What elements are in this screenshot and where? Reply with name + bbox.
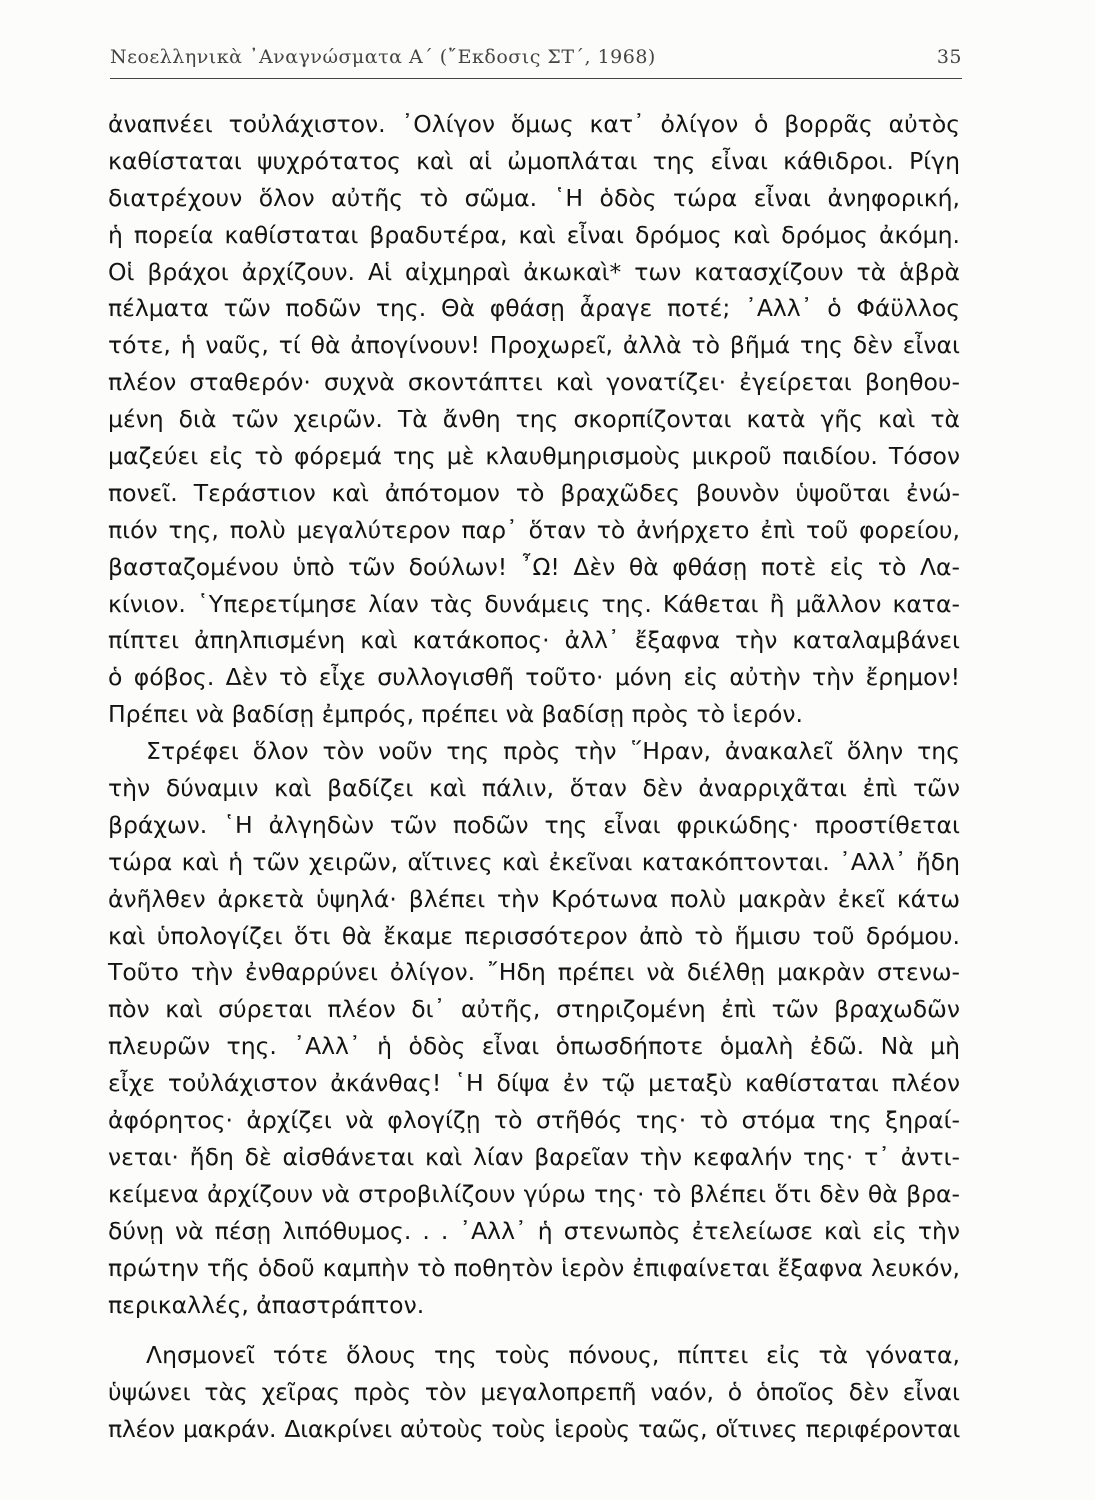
text-line: περικαλλές, ἀπαστράπτον.: [108, 1290, 425, 1319]
text-line: ὑψώνει τὰς χεῖρας πρὸς τὸν μεγαλοπρεπῆ ναόν, ὁ ὁποῖος δὲν εἶναι: [108, 1378, 960, 1407]
page-number: 35: [936, 46, 962, 68]
running-title: Νεοελληνικὰ ᾿Αναγνώσματα Α΄ (῎Εκδοσις ΣΤ΄, 1968): [110, 46, 656, 68]
text-line: τώρα καὶ ἡ τῶν χειρῶν, αἵτινες καὶ ἐκεῖναι κατακόπτονται. ᾿Αλλ᾿ ἤδη: [108, 847, 960, 876]
paragraph: [108, 106, 960, 733]
text-line: πρώτην τῆς ὁδοῦ καμπὴν τὸ ποθητὸν ἱερὸν ἐπιφαίνεται ἔξαφνα λευκόν,: [108, 1253, 960, 1282]
text-line: ἀνῆλθεν ἀρκετὰ ὑψηλά· βλέπει τὴν Κρότωνα πολὺ μακρὰν ἐκεῖ κάτω: [108, 884, 960, 913]
text-line: Στρέφει ὅλον τὸν νοῦν της πρὸς τὴν ῞Ηραν, ἀνακαλεῖ ὅλην της: [146, 737, 960, 766]
text-line: πλέον σταθερόν· συχνὰ σκοντάπτει καὶ γονατίζει· ἐγείρεται βοηθου-: [108, 368, 960, 397]
text-line: νεται· ἤδη δὲ αἰσθάνεται καὶ λίαν βαρεῖαν τὴν κεφαλήν της· τ᾿ ἀντι-: [108, 1142, 960, 1171]
text-line: μένη διὰ τῶν χειρῶν. Τὰ ἄνθη της σκορπίζονται κατὰ γῆς καὶ τὰ: [108, 405, 960, 434]
text-line: πὸν καὶ σύρεται πλέον δι᾿ αὐτῆς, στηριζομένη ἐπὶ τῶν βραχωδῶν: [108, 995, 960, 1024]
paragraph: [108, 1337, 960, 1448]
text-line: μαζεύει εἰς τὸ φόρεμά της μὲ κλαυθμηρισμοὺς μικροῦ παιδίου. Τόσον: [108, 442, 960, 471]
text-line: κίνιον. ῾Υπερετίμησε λίαν τὰς δυνάμεις της. Κάθεται ἢ μᾶλλον κατα-: [108, 589, 960, 618]
body-text: [108, 106, 960, 1448]
text-line: βράχων. ῾Η ἀλγηδὼν τῶν ποδῶν της εἶναι φρικώδης· προστίθεται: [108, 810, 960, 839]
text-line: πλευρῶν της. ᾿Αλλ᾿ ἡ ὁδὸς εἶναι ὁπωσδήποτε ὁμαλὴ ἐδῶ. Νὰ μὴ: [108, 1032, 960, 1061]
text-line: ἡ πορεία καθίσταται βραδυτέρα, καὶ εἶναι δρόμος καὶ δρόμος ἀκόμη.: [108, 220, 960, 249]
text-line: πέλματα τῶν ποδῶν της. Θὰ φθάσῃ ἆραγε ποτέ; ᾿Αλλ᾿ ὁ Φάϋλλος: [108, 294, 960, 323]
text-line: πλέον μακράν. Διακρίνει αὐτοὺς τοὺς ἱεροὺς ταῶς, οἵτινες περιφέρονται: [108, 1415, 960, 1444]
text-line: καθίσταται ψυχρότατος καὶ αἱ ὠμοπλάται της εἶναι κάθιδροι. Ρίγη: [108, 146, 960, 175]
text-line: ἀφόρητος· ἀρχίζει νὰ φλογίζῃ τὸ στῆθός της· τὸ στόμα της ξηραί-: [108, 1106, 960, 1135]
text-line: καὶ ὑπολογίζει ὅτι θὰ ἔκαμε περισσότερον ἀπὸ τὸ ἥμισυ τοῦ δρόμου.: [108, 921, 960, 950]
text-line: διατρέχουν ὅλον αὐτῆς τὸ σῶμα. ῾Η ὁδὸς τώρα εἶναι ἀνηφορική,: [108, 183, 960, 212]
text-line: Λησμονεῖ τότε ὅλους της τοὺς πόνους, πίπτει εἰς τὰ γόνατα,: [146, 1341, 960, 1370]
text-line: τότε, ἡ ναῦς, τί θὰ ἀπογίνουν! Προχωρεῖ, ἀλλὰ τὸ βῆμά της δὲν εἶναι: [108, 331, 960, 360]
text-line: Τοῦτο τὴν ἐνθαρρύνει ὀλίγον. ῎Ηδη πρέπει νὰ διέλθῃ μακρὰν στενω-: [108, 958, 960, 987]
text-line: δύνῃ νὰ πέσῃ λιπόθυμος. . . ᾿Αλλ᾿ ἡ στενωπὸς ἐτελείωσε καὶ εἰς τὴν: [108, 1216, 960, 1245]
text-line: πιόν της, πολὺ μεγαλύτερον παρ᾿ ὅταν τὸ ἀνήρχετο ἐπὶ τοῦ φορείου,: [108, 515, 960, 544]
text-line: ἀναπνέει τοὐλάχιστον. ᾿Ολίγον ὅμως κατ᾿ ὀλίγον ὁ βορρᾶς αὐτὸς: [108, 110, 960, 138]
text-line: εἶχε τοὐλάχιστον ἀκάνθας! ῾Η δίψα ἐν τῷ μεταξὺ καθίσταται πλέον: [108, 1069, 960, 1098]
text-line: Οἱ βράχοι ἀρχίζουν. Αἱ αἰχμηραὶ ἀκωκαὶ* των κατασχίζουν τὰ ἁβρὰ: [108, 257, 960, 286]
text-line: βασταζομένου ὑπὸ τῶν δούλων! ῏Ω! Δὲν θὰ φθάσῃ ποτὲ εἰς τὸ Λα-: [108, 552, 960, 581]
text-line: τὴν δύναμιν καὶ βαδίζει καὶ πάλιν, ὅταν δὲν ἀναρριχᾶται ἐπὶ τῶν: [108, 774, 960, 803]
text-line: ὁ φόβος. Δὲν τὸ εἶχε συλλογισθῆ τοῦτο· μόνη εἰς αὐτὴν τὴν ἔρημον!: [108, 663, 960, 692]
text-line: κείμενα ἀρχίζουν νὰ στροβιλίζουν γύρω της· τὸ βλέπει ὅτι δὲν θὰ βρα-: [108, 1179, 960, 1208]
paragraph: [108, 733, 960, 1323]
text-line: πίπτει ἀπηλπισμένη καὶ κατάκοπος· ἀλλ᾿ ἔξαφνα τὴν καταλαμβάνει: [108, 626, 960, 655]
page-header: [110, 42, 962, 79]
text-line: Πρέπει νὰ βαδίσῃ ἐμπρός, πρέπει νὰ βαδίσῃ πρὸς τὸ ἱερόν.: [108, 700, 804, 729]
text-line: πονεῖ. Τεράστιον καὶ ἀπότομον τὸ βραχῶδες βουνὸν ὑψοῦται ἐνώ-: [108, 478, 960, 507]
